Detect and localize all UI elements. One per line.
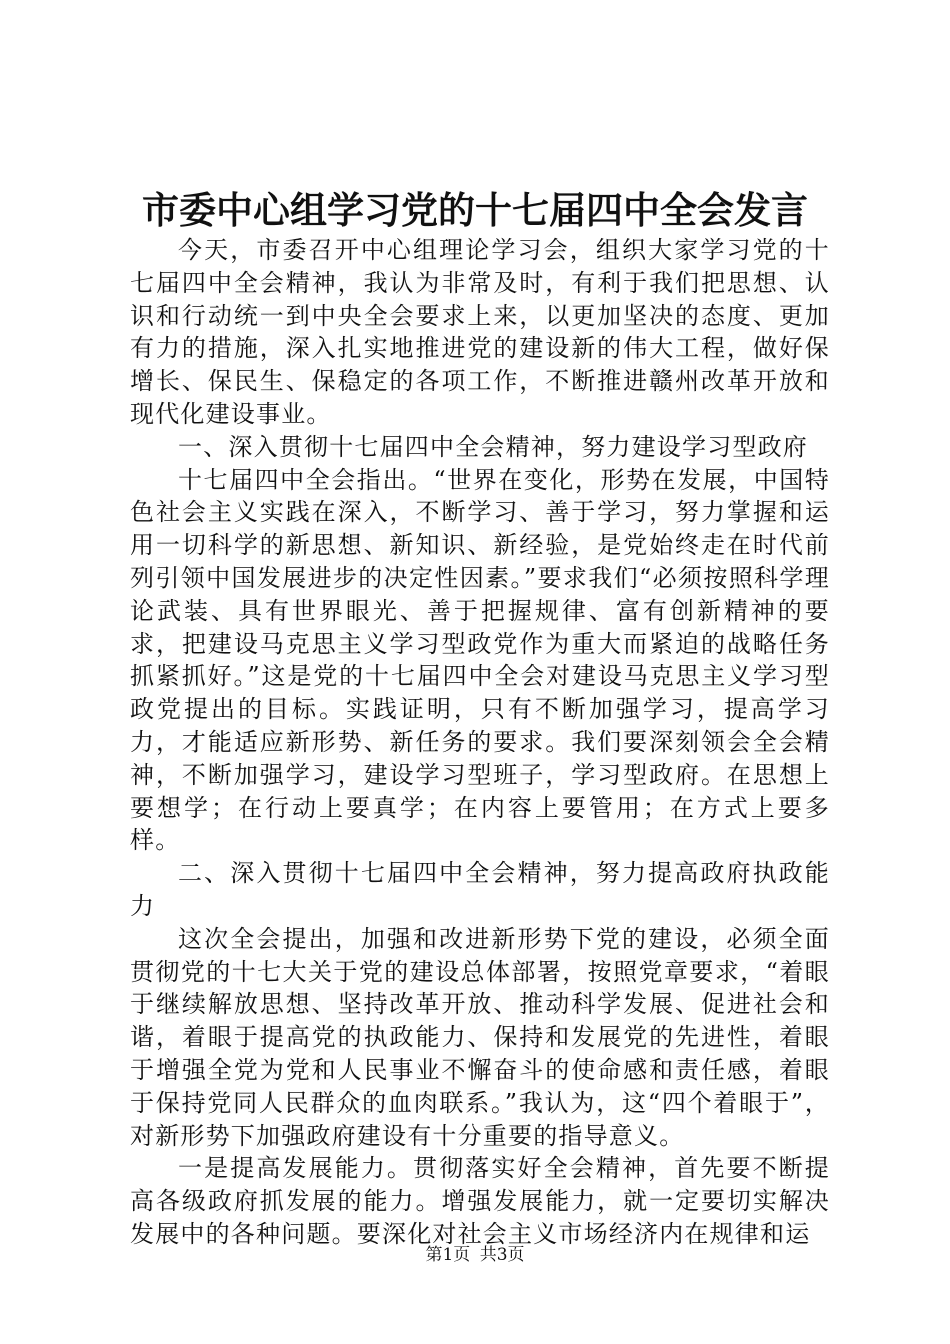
document-title: 市委中心组学习党的十七届四中全会发言: [142, 188, 808, 232]
page-number: 第1页: [425, 1245, 471, 1265]
section-heading-2: 二、深入贯彻十七届四中全会精神，努力提高政府执政能力: [130, 859, 830, 920]
paragraph-section-2: 这次全会提出，加强和改进新形势下党的建设，必须全面贯彻党的十七大关于党的建设总体部署，按照党章要求，“着眼于继续解放思想、坚持改革开放、推动科学发展、促进社会和谐，着眼于提高党的执政能力、保持和发展党的先进性，着眼于增强全党为党和人民事业不懈奋斗的使命感和责任感，着眼于保持党同人民群众的血肉联系。”我认为，这“四个着眼于”，对新形势下加强政府建设有十分重要的指导意义。: [130, 924, 830, 1150]
document-body: [130, 234, 830, 1251]
paragraph-development: 一是提高发展能力。贯彻落实好全会精神，首先要不断提高各级政府抓发展的能力。增强发展能力，就一定要切实解决发展中的各种问题。要深化对社会主义市场经济内在规律和运: [130, 1154, 830, 1248]
paragraph-section-1: 十七届四中全会指出。“世界在变化，形势在发展，中国特色社会主义实践在深入，不断学习、善于学习，努力掌握和运用一切科学的新思想、新知识、新经验，是党始终走在时代前列引领中国发展进步的决定性因素。”要求我们“必须按照科学理论武装、具有世界眼光、善于把握规律、富有创新精神的要求，把建设马克思主义学习型政党作为重大而紧迫的战略任务抓紧抓好。”这是党的十七届四中全会对建设马克思主义学习型政党提出的目标。实践证明，只有不断加强学习，提高学习力，才能适应新形势、新任务的要求。我们要深刻领会全会精神，不断加强学习，建设学习型班子，学习型政府。在思想上要想学；在行动上要真学；在内容上要管用；在方式上要多样。: [130, 465, 830, 855]
page-footer: [0, 1244, 950, 1266]
section-heading-1: 一、深入贯彻十七届四中全会精神，努力建设学习型政府: [178, 432, 808, 461]
paragraph-intro: 今天，市委召开中心组理论学习会，组织大家学习党的十七届四中全会精神，我认为非常及时，有利于我们把思想、认识和行动统一到中央全会要求上来，以更加坚决的态度、更加有力的措施，深入扎实地推进党的建设新的伟大工程，做好保增长、保民生、保稳定的各项工作，不断推进赣州改革开放和现代化建设事业。: [130, 236, 830, 428]
page-total: 共3页: [479, 1245, 525, 1265]
